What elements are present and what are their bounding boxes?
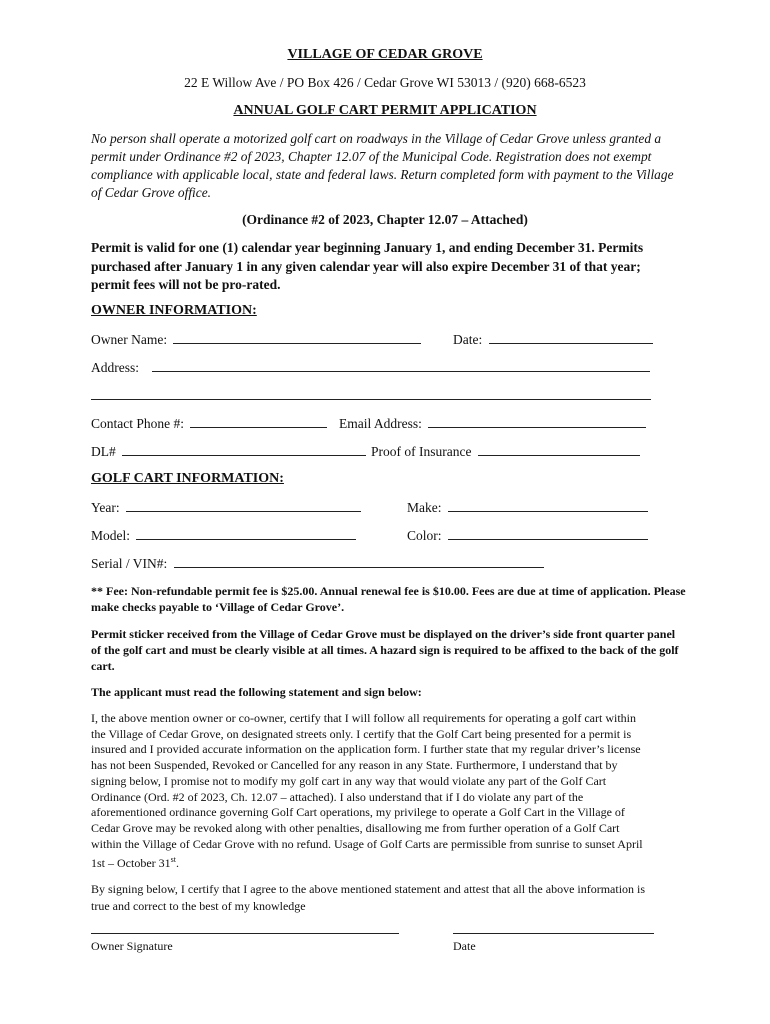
- phone-row: [91, 415, 327, 432]
- model-label: Model:: [91, 528, 130, 543]
- serial-row: [91, 555, 544, 572]
- email-row: [339, 415, 646, 432]
- statement-line: the Village of Cedar Grove, on designated streets only. I certify that the Golf Cart being presented for a permit is: [91, 726, 632, 741]
- owner-date-label: Date:: [453, 332, 483, 347]
- statement-line: aforementioned ordinance governing Golf Cart operations, my privilege to operate a Golf Cart in the Village of: [91, 805, 625, 820]
- dl-row: [91, 443, 366, 460]
- model-field[interactable]: [136, 527, 356, 540]
- year-label: Year:: [91, 500, 120, 515]
- statement-line: I, the above mention owner or co-owner, certify that I will follow all requirements for operating a golf cart within: [91, 711, 637, 725]
- make-label: Make:: [407, 500, 442, 515]
- model-row: [91, 527, 356, 544]
- village-title: VILLAGE OF CEDAR GROVE: [287, 47, 483, 62]
- form-title: ANNUAL GOLF CART PERMIT APPLICATION: [233, 103, 537, 118]
- cart-info-heading: GOLF CART INFORMATION:: [91, 471, 284, 486]
- certify-paragraph: [91, 881, 645, 915]
- owner-name-row: [91, 331, 421, 348]
- statement-line: insured and I provided accurate information on the application form. I further state that my regular driver’s license: [91, 742, 641, 757]
- statement-line: Cedar Grove may be revoked along with other penalties, disallowing me from further operation of a Golf Cart: [91, 820, 620, 835]
- owner-date-field[interactable]: [489, 331, 653, 344]
- phone-field[interactable]: [190, 415, 327, 428]
- year-row: [91, 499, 361, 516]
- statement-line: within the Village of Cedar Grove with no refund. Usage of Golf Carts are permissible from sunrise to sunset April: [91, 836, 643, 851]
- owner-info-heading: OWNER INFORMATION:: [91, 303, 257, 318]
- make-field[interactable]: [448, 499, 648, 512]
- email-label: Email Address:: [339, 416, 422, 431]
- dl-field[interactable]: [122, 443, 366, 456]
- sticker-paragraph: Permit sticker received from the Village of Cedar Grove must be displayed on the driver’s side front quarter panel of the golf cart and must be clearly visible at all times. A hazard sign is required to be affixed to the back of the golf cart.: [91, 627, 679, 673]
- signature-date-label: Date: [453, 939, 476, 953]
- serial-field[interactable]: [174, 555, 544, 568]
- statement-paragraph: [91, 711, 643, 872]
- intro-paragraph: No person shall operate a motorized golf cart on roadways in the Village of Cedar Grove unless granted a permit under Ordinance #2 of 2023, Chapter 12.07 of the Municipal Code. Registration does not exempt compliance with applicable local, state and federal laws. Return completed form with payment to the Village of Cedar Grove office.: [91, 131, 674, 200]
- make-row: [407, 499, 648, 516]
- year-field[interactable]: [126, 499, 361, 512]
- certify-line: By signing below, I certify that I agree to the above mentioned statement and attest that all the above information is: [91, 882, 646, 896]
- color-row: [407, 527, 648, 544]
- village-address: 22 E Willow Ave / PO Box 426 / Cedar Grove WI 53013 / (920) 668-6523: [184, 75, 586, 90]
- serial-label: Serial / VIN#:: [91, 556, 168, 571]
- owner-name-label: Owner Name:: [91, 332, 168, 347]
- ordinance-reference: (Ordinance #2 of 2023, Chapter 12.07 – Attached): [242, 212, 528, 227]
- owner-signature-line[interactable]: [91, 921, 399, 934]
- validity-paragraph: Permit is valid for one (1) calendar year beginning January 1, and ending December 31. Permits purchased after January 1 in any given calendar year will also expire December 31 of that year; permit fees will not be pro-rated.: [91, 240, 644, 292]
- statement-line: Ordinance (Ord. #2 of 2023, Ch. 12.07 – attached). I also understand that if I do violate any part of the: [91, 789, 584, 804]
- color-label: Color:: [407, 528, 442, 543]
- owner-signature-label: Owner Signature: [91, 939, 173, 953]
- statement-last-sup: st: [170, 855, 176, 865]
- owner-date-row: [453, 331, 653, 348]
- insurance-field[interactable]: [478, 443, 640, 456]
- insurance-row: [371, 443, 640, 460]
- address-field-2[interactable]: [91, 387, 651, 400]
- certify-line: true and correct to the best of my knowledge: [91, 899, 306, 913]
- statement-line-last: [91, 852, 643, 872]
- fee-paragraph: ** Fee: Non-refundable permit fee is $25.00. Annual renewal fee is $10.00. Fees are due at time of application. Please make checks payable to ‘Village of Cedar Grove’.: [91, 584, 686, 614]
- statement-last-text: 1st – October 31: [91, 856, 171, 871]
- address-field[interactable]: [152, 359, 650, 372]
- statement-heading: The applicant must read the following statement and sign below:: [91, 685, 422, 699]
- address-row: [91, 359, 650, 376]
- statement-line: has not been Suspended, Revoked or Cancelled for any reason in any State. Furthermore, I understand that by: [91, 758, 618, 773]
- statement-last-end: .: [176, 856, 179, 871]
- dl-label: DL#: [91, 444, 116, 459]
- address-label: Address:: [91, 360, 139, 375]
- statement-line: signing below, I promise not to modify my golf cart in any way that would violate any part of the Golf Cart: [91, 773, 607, 788]
- email-field[interactable]: [428, 415, 646, 428]
- color-field[interactable]: [448, 527, 648, 540]
- signature-date-line[interactable]: [453, 921, 654, 934]
- insurance-label: Proof of Insurance: [371, 444, 472, 459]
- phone-label: Contact Phone #:: [91, 416, 184, 431]
- owner-name-field[interactable]: [173, 331, 421, 344]
- address-line-2: [91, 387, 651, 404]
